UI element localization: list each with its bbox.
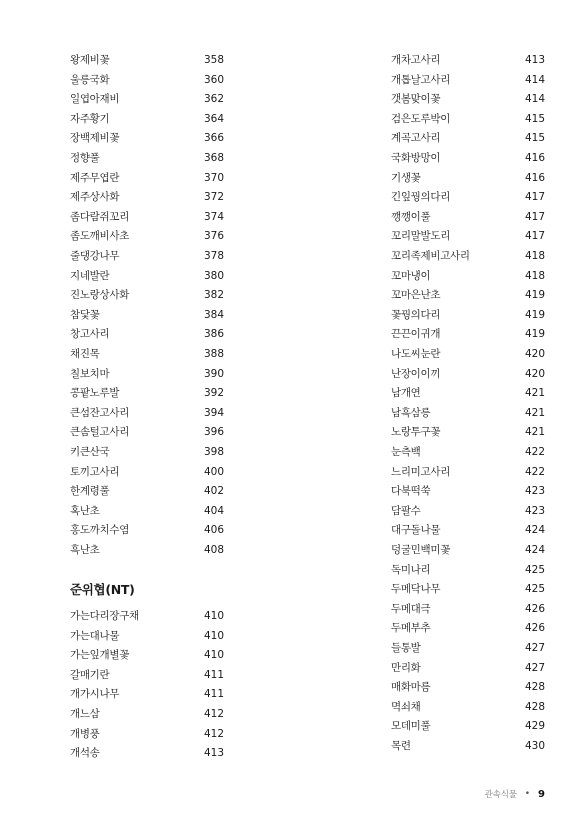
entry-name: 계곡고사리 — [391, 132, 441, 145]
index-entry — [70, 285, 224, 305]
index-entry — [70, 344, 224, 364]
entry-page: 419 — [524, 308, 545, 321]
entry-name: 꼬마냉이 — [391, 269, 431, 282]
entry-name: 두메닥나무 — [391, 583, 441, 596]
index-entry — [391, 128, 545, 148]
entry-name: 나도씨눈란 — [391, 348, 441, 360]
entry-page: 415 — [524, 132, 545, 145]
entry-name: 혹난초 — [70, 504, 100, 517]
entry-name: 토끼고사리 — [70, 465, 120, 478]
entry-name: 키큰산국 — [70, 446, 110, 458]
index-entry — [391, 226, 545, 246]
entry-page: 380 — [203, 269, 224, 282]
index-entry — [70, 606, 224, 626]
index-entry — [70, 364, 224, 384]
index-entry — [391, 520, 545, 540]
entry-name: 남개연 — [391, 387, 421, 400]
entry-name: 자주황기 — [70, 112, 110, 125]
index-entry — [70, 50, 224, 70]
index-entry — [70, 665, 224, 685]
entry-name: 개톱날고사리 — [391, 73, 451, 86]
entry-page: 412 — [203, 727, 224, 740]
index-entry — [391, 560, 545, 580]
index-entry — [391, 344, 545, 364]
entry-page: 425 — [524, 583, 545, 596]
entry-page: 416 — [524, 171, 545, 184]
index-entry — [70, 743, 224, 763]
entry-page: 404 — [203, 504, 224, 517]
index-entry — [391, 168, 545, 188]
index-entry — [70, 168, 224, 188]
entry-name: 개가시나무 — [70, 688, 120, 701]
entry-page: 392 — [203, 387, 224, 400]
index-entry — [391, 462, 545, 482]
entry-page: 382 — [203, 289, 224, 302]
entry-page: 417 — [524, 210, 545, 223]
index-entry — [391, 501, 545, 521]
entry-name: 정향풀 — [70, 152, 100, 164]
index-entry — [70, 226, 224, 246]
entry-page: 376 — [203, 230, 224, 243]
entry-name: 꼬리말발도리 — [391, 230, 451, 243]
entry-page: 414 — [524, 93, 545, 106]
entry-name: 칠보치마 — [70, 367, 110, 380]
entry-name: 좀다람쥐꼬리 — [70, 210, 130, 223]
index-entry — [391, 658, 545, 678]
entry-name: 다북떡쑥 — [391, 485, 431, 498]
index-entry — [70, 520, 224, 540]
entry-page: 422 — [524, 465, 545, 478]
entry-name: 제주무엽란 — [70, 171, 120, 184]
entry-name: 좀도깨비사초 — [70, 230, 130, 243]
entry-name: 두메부추 — [391, 622, 431, 635]
entry-name: 채진목 — [70, 348, 100, 360]
entry-name: 국화방망이 — [391, 152, 441, 164]
entry-name: 들통발 — [391, 642, 421, 654]
entry-page: 420 — [524, 348, 545, 360]
index-entry — [391, 305, 545, 325]
index-entry — [70, 724, 224, 744]
index-entry — [391, 383, 545, 403]
index-entry — [391, 422, 545, 442]
entry-page: 427 — [524, 661, 545, 674]
index-entry — [391, 638, 545, 658]
entry-page: 386 — [203, 328, 224, 341]
entry-name: 독미나리 — [391, 563, 431, 576]
entry-name: 긴잎꿩의다리 — [391, 191, 451, 204]
entry-page: 358 — [203, 54, 224, 66]
entry-name: 깽깽이풀 — [391, 210, 431, 223]
entry-page: 372 — [203, 191, 224, 204]
entry-page: 360 — [203, 73, 224, 86]
entry-page: 418 — [524, 269, 545, 282]
entry-page: 378 — [203, 250, 224, 262]
index-entry — [70, 266, 224, 286]
entry-name: 왕제비꽃 — [70, 54, 110, 66]
index-entry — [70, 324, 224, 344]
entry-page: 413 — [524, 54, 545, 66]
entry-name: 개석송 — [70, 747, 100, 760]
entry-page: 410 — [203, 610, 224, 622]
entry-name: 큰섬잔고사리 — [70, 406, 130, 419]
index-entry — [391, 442, 545, 462]
index-entry — [391, 579, 545, 599]
entry-page: 368 — [203, 152, 224, 164]
index-entry — [391, 89, 545, 109]
entry-name: 진노랑상사화 — [70, 289, 130, 302]
entry-page: 417 — [524, 230, 545, 243]
entry-name: 검은도루박이 — [391, 112, 451, 125]
entry-name: 꼬리족제비고사리 — [391, 250, 470, 262]
entry-page: 421 — [524, 406, 545, 419]
entry-name: 개차고사리 — [391, 54, 441, 66]
index-entry — [391, 540, 545, 560]
entry-page: 411 — [203, 688, 224, 701]
index-entry — [70, 403, 224, 423]
entry-page: 419 — [524, 328, 545, 341]
index-entry — [70, 422, 224, 442]
entry-page: 413 — [203, 747, 224, 760]
index-entry — [70, 109, 224, 129]
entry-name: 매화마름 — [391, 681, 431, 694]
entry-name: 멱쇠채 — [391, 700, 421, 713]
entry-name: 일엽아재비 — [70, 93, 120, 106]
entry-page: 422 — [524, 446, 545, 458]
entry-name: 느리미고사리 — [391, 465, 451, 478]
entry-name: 갈매기란 — [70, 668, 110, 681]
section-heading: 준위협(NT) — [70, 582, 135, 597]
entry-name: 가는잎개별꽃 — [70, 649, 130, 662]
entry-name: 모데미풀 — [391, 720, 431, 733]
index-entry — [70, 442, 224, 462]
entry-page: 410 — [203, 629, 224, 642]
entry-page: 398 — [203, 446, 224, 458]
entry-page: 410 — [203, 649, 224, 662]
entry-name: 홍도까치수염 — [70, 524, 130, 537]
entry-page: 388 — [203, 348, 224, 360]
entry-page: 418 — [524, 250, 545, 262]
entry-page: 412 — [203, 708, 224, 720]
entry-page: 428 — [524, 681, 545, 694]
index-entry — [391, 697, 545, 717]
entry-name: 난장이이끼 — [391, 367, 441, 380]
entry-name: 담팔수 — [391, 504, 421, 517]
entry-page: 426 — [524, 602, 545, 615]
entry-name: 한계령풀 — [70, 485, 110, 498]
index-entry — [391, 207, 545, 227]
entry-name: 울릉국화 — [70, 73, 110, 86]
index-entry — [391, 364, 545, 384]
index-entry — [70, 704, 224, 724]
entry-name: 갯봄맞이꽃 — [391, 93, 441, 106]
index-entry — [70, 187, 224, 207]
index-entry — [391, 481, 545, 501]
entry-page: 416 — [524, 152, 545, 164]
entry-name: 창고사리 — [70, 328, 110, 341]
index-entry — [391, 285, 545, 305]
index-entry — [391, 266, 545, 286]
entry-name: 가는다리장구채 — [70, 610, 139, 622]
entry-page: 426 — [524, 622, 545, 635]
entry-page: 396 — [203, 426, 224, 439]
entry-page: 429 — [524, 720, 545, 733]
entry-name: 기생꽃 — [391, 171, 421, 184]
entry-page: 419 — [524, 289, 545, 302]
entry-name: 줄댕강나무 — [70, 250, 120, 262]
entry-page: 430 — [524, 740, 545, 752]
index-entry — [70, 645, 224, 665]
entry-name: 지네발란 — [70, 269, 110, 282]
index-entry — [391, 736, 545, 756]
entry-page: 370 — [203, 171, 224, 184]
entry-name: 남흑삼릉 — [391, 406, 431, 419]
entry-page: 425 — [524, 563, 545, 576]
entry-page: 414 — [524, 73, 545, 86]
entry-page: 427 — [524, 642, 545, 654]
index-entry — [70, 246, 224, 266]
entry-page: 423 — [524, 504, 545, 517]
entry-name: 흑난초 — [70, 544, 100, 556]
entry-page: 390 — [203, 367, 224, 380]
entry-page: 428 — [524, 700, 545, 713]
index-entry — [70, 207, 224, 227]
entry-name: 대구돌나물 — [391, 524, 441, 537]
index-entry — [391, 716, 545, 736]
footer-separator: • — [524, 789, 531, 799]
entry-name: 덩굴민백미꽃 — [391, 544, 451, 556]
entry-page: 384 — [203, 308, 224, 321]
index-entry — [70, 383, 224, 403]
entry-page: 424 — [524, 524, 545, 537]
index-entry — [391, 403, 545, 423]
entry-page: 415 — [524, 112, 545, 125]
entry-page: 364 — [203, 112, 224, 125]
index-entry — [70, 540, 224, 560]
index-entry — [391, 187, 545, 207]
entry-name: 개느삼 — [70, 708, 100, 720]
index-entry — [70, 501, 224, 521]
entry-page: 402 — [203, 485, 224, 498]
entry-page: 408 — [203, 544, 224, 556]
entry-name: 장백제비꽃 — [70, 132, 120, 145]
entry-name: 참닻꽃 — [70, 308, 100, 321]
entry-name: 꽃꿩의다리 — [391, 308, 441, 321]
entry-name: 가는대나물 — [70, 629, 120, 642]
entry-page: 394 — [203, 406, 224, 419]
entry-name: 콩팥노루발 — [70, 387, 120, 400]
index-entry — [70, 462, 224, 482]
index-entry — [70, 70, 224, 90]
index-entry — [391, 70, 545, 90]
index-entry — [70, 148, 224, 168]
entry-page: 406 — [203, 524, 224, 537]
index-entry — [391, 324, 545, 344]
index-entry — [70, 128, 224, 148]
page-footer — [485, 786, 545, 802]
entry-name: 노랑투구꽃 — [391, 426, 441, 439]
index-entry — [391, 246, 545, 266]
index-entry — [391, 50, 545, 70]
index-entry — [391, 599, 545, 619]
entry-page: 423 — [524, 485, 545, 498]
index-entry — [70, 684, 224, 704]
entry-page: 411 — [203, 668, 224, 681]
entry-name: 끈끈이귀개 — [391, 328, 441, 341]
entry-name: 제주상사화 — [70, 191, 120, 204]
entry-name: 개병풍 — [70, 727, 100, 740]
entry-name: 큰솜털고사리 — [70, 426, 130, 439]
index-entry — [70, 89, 224, 109]
page-number: 9 — [538, 788, 545, 800]
entry-name: 만리화 — [391, 661, 421, 674]
footer-section-label: 관속식물 — [484, 790, 517, 800]
index-entry — [391, 618, 545, 638]
entry-page: 366 — [203, 132, 224, 145]
entry-page: 420 — [524, 367, 545, 380]
index-entry — [391, 109, 545, 129]
entry-name: 꼬마은난초 — [391, 289, 441, 302]
entry-page: 421 — [524, 387, 545, 400]
index-entry — [391, 148, 545, 168]
index-entry — [70, 481, 224, 501]
index-entry — [391, 677, 545, 697]
entry-name: 눈측백 — [391, 446, 421, 458]
index-entry — [70, 305, 224, 325]
index-entry — [70, 626, 224, 646]
entry-page: 374 — [203, 210, 224, 223]
entry-page: 424 — [524, 544, 545, 556]
entry-page: 421 — [524, 426, 545, 439]
entry-page: 400 — [203, 465, 224, 478]
entry-page: 417 — [524, 191, 545, 204]
entry-page: 362 — [203, 93, 224, 106]
entry-name: 목련 — [391, 740, 411, 752]
entry-name: 두메대극 — [391, 602, 431, 615]
